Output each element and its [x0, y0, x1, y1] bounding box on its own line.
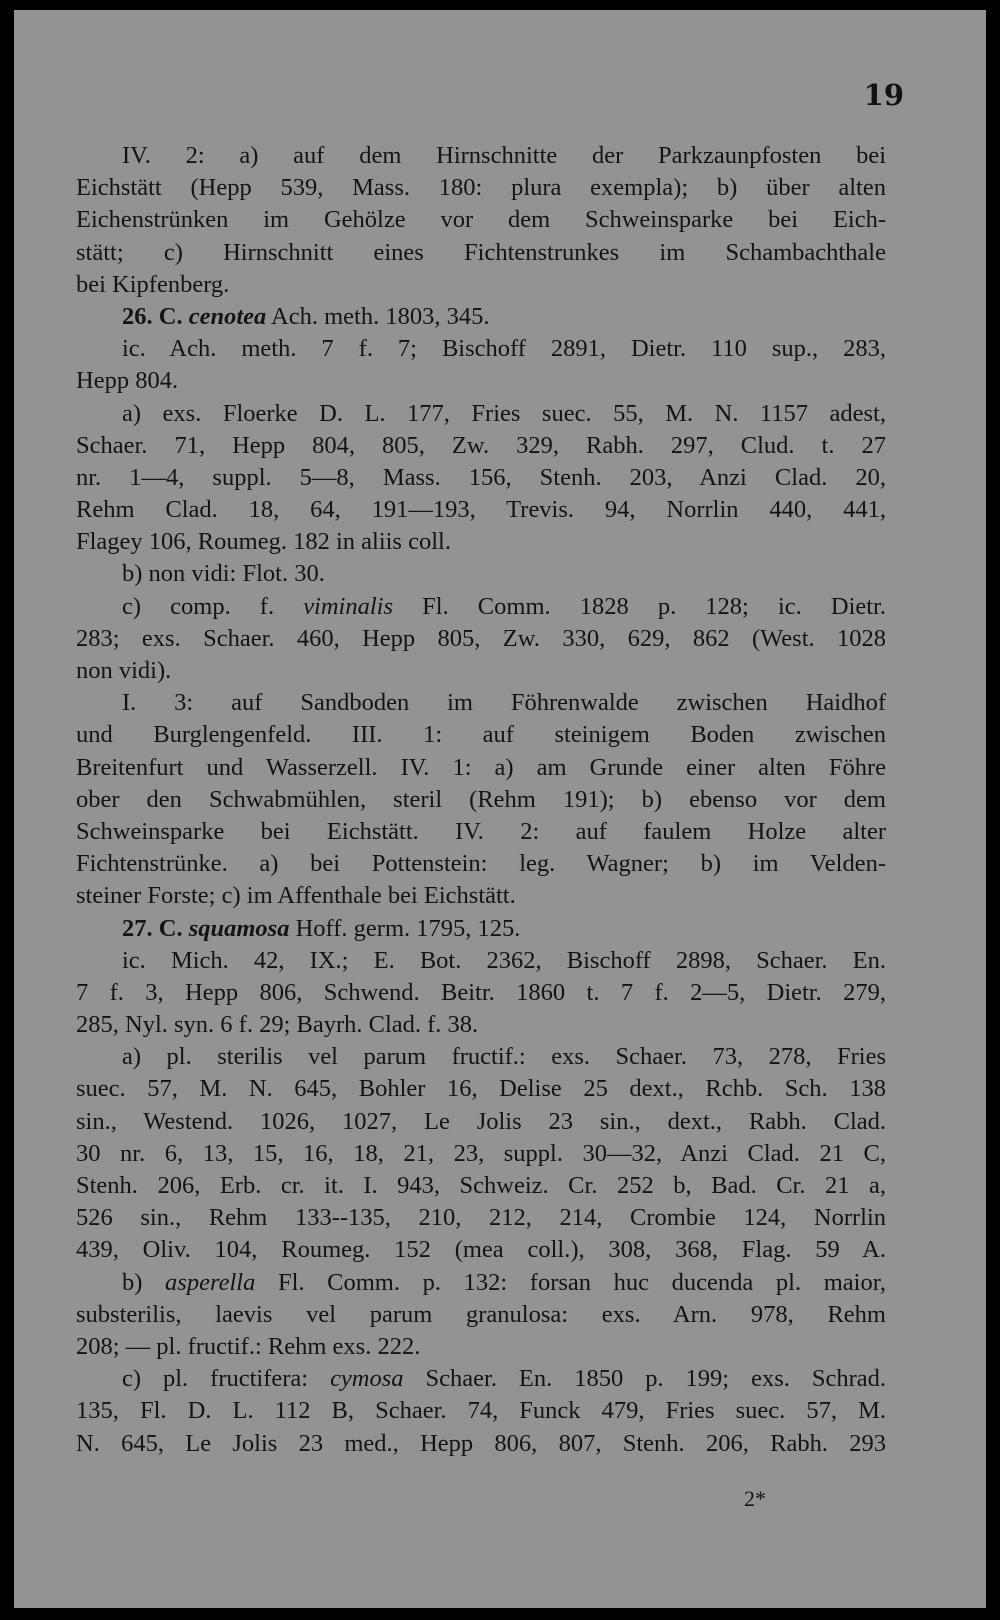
text-line [76, 719, 886, 751]
text-run: b) [122, 1268, 166, 1296]
text-run: Stenh. 206, Erb. cr. it. I. 943, Schweiz. Cr. 252 b, Bad. Cr. 21 a, [76, 1172, 886, 1199]
text-run: Eichstätt (Hepp 539, Mass. 180: plura exempla); b) über alten [76, 174, 886, 202]
text-line [76, 237, 886, 269]
text-line [76, 1138, 886, 1170]
text-run: Flagey 106, Roumeg. 182 in aliis coll. [76, 528, 451, 556]
text-run: ic. Ach. meth. 7 f. 7; Bischoff 2891, Dietr. 110 sup., 283, [122, 335, 886, 363]
text-run: Ach. meth. 1803, 345. [266, 302, 490, 330]
text-run: steiner Forste; c) im Affenthale bei Eichstätt. [76, 882, 516, 910]
text-run: nr. 1—4, suppl. 5—8, Mass. 156, Stenh. 203, Anzi Clad. 20, [76, 463, 886, 491]
text-run: Schaer. En. 1850 p. 199; exs. Schrad. [403, 1365, 886, 1393]
text-line [76, 1395, 886, 1427]
text-run: Breitenfurt und Wasserzell. IV. 1: a) am Grunde einer alten Föhre [76, 753, 886, 781]
text-run: und Burglengenfeld. III. 1: auf steinigem Boden zwischen [76, 721, 886, 749]
species-name-text: cenotea [188, 302, 267, 330]
text-run: Eichenstrünken im Gehölze vor dem Schweinsparke bei Eich- [76, 206, 886, 234]
text-run: I. 3: auf Sandboden im Föhrenwalde zwischen Haidhof [122, 689, 886, 717]
text-run: Fichtenstrünke. a) bei Pottenstein: leg. Wagner; b) im Velden- [76, 850, 886, 878]
text-run: Hepp 804. [76, 367, 179, 395]
text-line [76, 816, 886, 848]
text-run: Schweinsparke bei Eichstätt. IV. 2: auf faulem Holze alter [76, 817, 886, 845]
text-run: Fl. Comm. 1828 p. 128; ic. Dietr. [393, 592, 886, 620]
text-line [76, 977, 886, 1009]
text-run: Fl. Comm. p. 132: forsan huc ducenda pl. maior, [255, 1268, 886, 1296]
text-line [76, 655, 886, 687]
text-run: b) non vidi: Flot. 30. [122, 560, 325, 588]
text-run: 439, Oliv. 104, Roumeg. 152 (mea coll.), 308, 368, Flag. 59 A. [76, 1236, 886, 1264]
text-run: 135, Fl. D. L. 112 B, Schaer. 74, Funck 479, Fries suec. 57, M. [76, 1397, 886, 1425]
text-run: bei Kipfenberg. [76, 270, 230, 298]
text-run: c) pl. fructifera: [122, 1365, 331, 1393]
text-run: a) pl. sterilis vel parum fructif.: exs. Schaer. 73, 278, Fries [122, 1043, 886, 1071]
text-run: Hoff. germ. 1795, 125. [289, 914, 521, 942]
text-line [76, 1041, 886, 1073]
text-run: 526 sin., Rehm 133--135, 210, 212, 214, Crombie 124, Norrlin [76, 1204, 886, 1232]
text-line [76, 140, 886, 172]
text-run: sin., Westend. 1026, 1027, Le Jolis 23 sin., dext., Rabh. Clad. [76, 1107, 886, 1135]
text-line [76, 1170, 886, 1202]
text-run: Rehm Clad. 18, 64, 191—193, Trevis. 94, Norrlin 440, 441, [76, 496, 886, 524]
text-line [76, 269, 886, 301]
book-page [14, 10, 986, 1608]
text-run: 30 nr. 6, 13, 15, 16, 18, 21, 23, suppl. 30—32, Anzi Clad. 21 C, [76, 1139, 886, 1167]
signature-mark: 2* [744, 1486, 766, 1511]
text-line [76, 526, 886, 558]
text-run: ic. Mich. 42, IX.; E. Bot. 2362, Bischoff 2898, Schaer. En. [122, 946, 886, 974]
text-line [76, 1234, 886, 1266]
text-line [76, 1428, 886, 1460]
text-run: suec. 57, M. N. 645, Bohler 16, Delise 25 dext., Rchb. Sch. 138 [76, 1075, 886, 1103]
text-line [76, 1009, 886, 1041]
species-num-text: 27. [122, 914, 159, 942]
text-line [76, 204, 886, 236]
text-line [76, 591, 886, 623]
it-text: asperella [165, 1268, 256, 1296]
text-run: 283; exs. Schaer. 460, Hepp 805, Zw. 330, 629, 862 (West. 1028 [76, 624, 886, 652]
text-line [76, 752, 886, 784]
text-run: 208; — pl. fructif.: Rehm exs. 222. [76, 1332, 421, 1360]
text-line [76, 494, 886, 526]
text-run: 285, Nyl. syn. 6 f. 29; Bayrh. Clad. f. 38. [76, 1011, 479, 1039]
text-line [76, 880, 886, 912]
body-text [76, 140, 886, 1460]
text-line [76, 1331, 886, 1363]
text-line [76, 462, 886, 494]
text-run: 7 f. 3, Hepp 806, Schwend. Beitr. 1860 t. 7 f. 2—5, Dietr. 279, [76, 978, 886, 1006]
text-run: ober den Schwabmühlen, steril (Rehm 191); b) ebenso vor dem [76, 785, 886, 813]
text-line [76, 1267, 886, 1299]
text-line [76, 945, 886, 977]
text-run: a) exs. Floerke D. L. 177, Fries suec. 55, M. N. 1157 adest, [122, 399, 886, 427]
text-run: IV. 2: a) auf dem Hirnschnitte der Parkzaunpfosten bei [122, 142, 886, 169]
text-run: non vidi). [76, 657, 172, 684]
text-line [76, 558, 886, 590]
text-line [76, 913, 886, 945]
species-genus-text: C. [158, 914, 189, 942]
species-genus-text: C. [158, 302, 189, 330]
text-line [76, 784, 886, 816]
it-text: viminalis [303, 592, 394, 620]
text-line [76, 1202, 886, 1234]
text-run: c) comp. f. [122, 592, 304, 620]
text-line [76, 1299, 886, 1331]
text-line [76, 172, 886, 204]
text-run: N. 645, Le Jolis 23 med., Hepp 806, 807, Stenh. 206, Rabh. 293 [76, 1429, 886, 1457]
text-line [76, 430, 886, 462]
species-name-text: squamosa [188, 914, 290, 942]
text-line [76, 687, 886, 719]
text-line [76, 301, 886, 333]
text-run: Schaer. 71, Hepp 804, 805, Zw. 329, Rabh. 297, Clud. t. 27 [76, 431, 886, 459]
text-line [76, 1106, 886, 1138]
text-line [76, 1073, 886, 1105]
text-run: substerilis, laevis vel parum granulosa: exs. Arn. 978, Rehm [76, 1300, 886, 1328]
text-line [76, 848, 886, 880]
text-line [76, 398, 886, 430]
text-run: stätt; c) Hirnschnitt eines Fichtenstrunkes im Schambachthale [76, 238, 886, 266]
text-line [76, 1363, 886, 1395]
page-number: 19 [863, 78, 904, 112]
text-line [76, 333, 886, 365]
text-line [76, 365, 886, 397]
it-text: cymosa [330, 1365, 404, 1393]
species-num-text: 26. [122, 302, 159, 330]
text-line [76, 623, 886, 655]
